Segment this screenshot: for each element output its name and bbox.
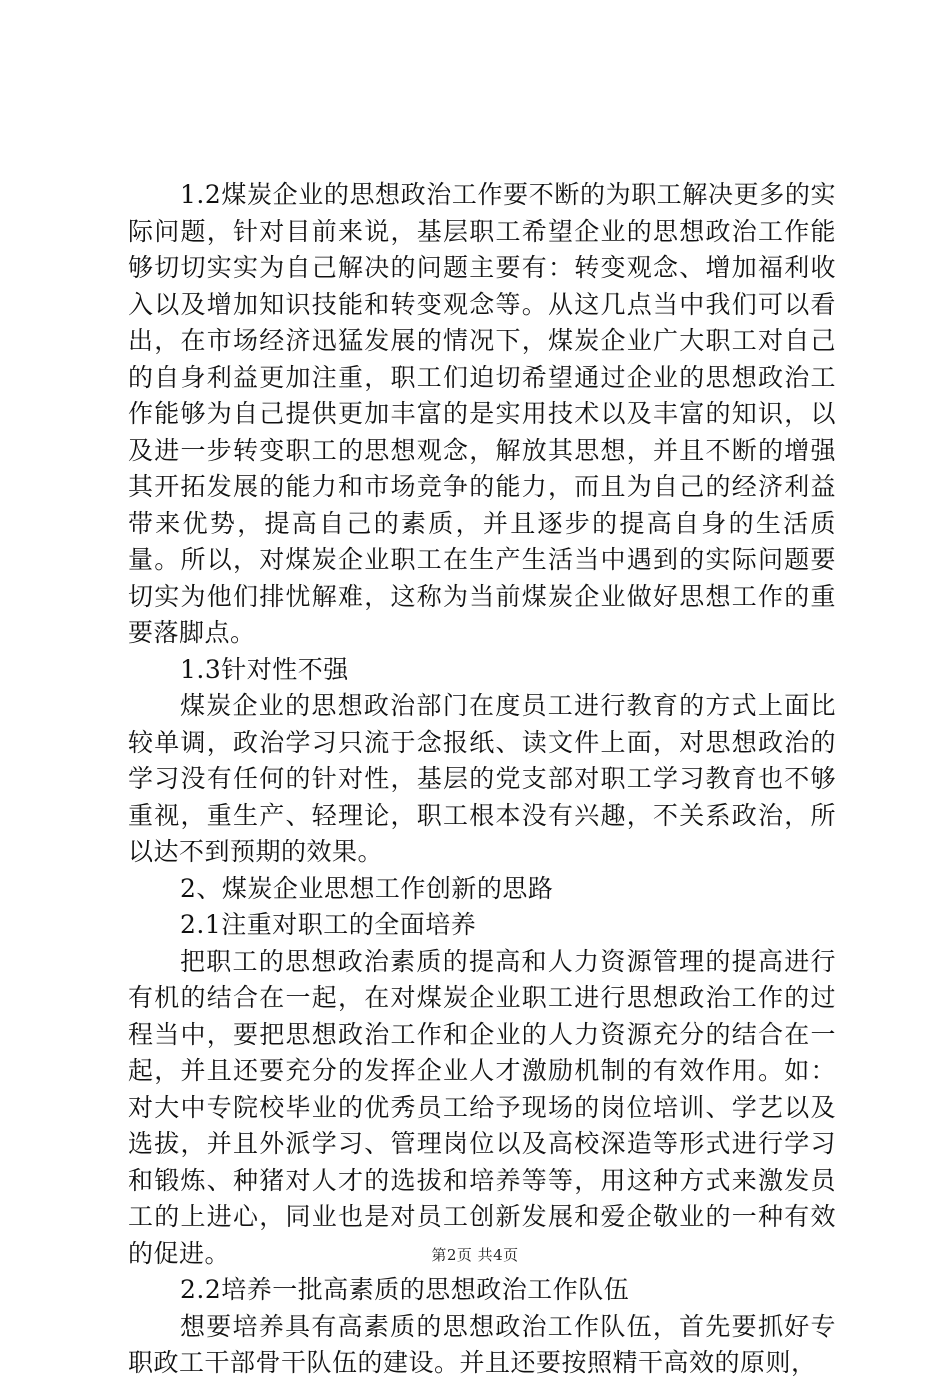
page-footer: 第2页 共4页	[431, 1246, 519, 1264]
heading-section-2: 2、煤炭企业思想工作创新的思路	[180, 873, 554, 903]
document-body	[128, 177, 836, 1382]
paragraph-2-2-body: 想要培养具有高素质的思想政治工作队伍，首先要抓好专职政工干部骨干队伍的建设。并且还要按照精干高效的原则，	[128, 1311, 836, 1377]
heading-2-1: 2.1注重对职工的全面培养	[180, 910, 477, 939]
paragraph-1-3-body: 煤炭企业的思想政治部门在度员工进行教育的方式上面比较单调，政治学习只流于念报纸、读文件上面，对思想政治的学习没有任何的针对性，基层的党支部对职工学习教育也不够重视，重生产、轻理论，职工根本没有兴趣，不关系政治，所以达不到预期的效果。	[128, 691, 836, 866]
paragraph-1-2-body: 1.2煤炭企业的思想政治工作要不断的为职工解决更多的实际问题，针对目前来说，基层职工希望企业的思想政治工作能够切切实实为自己解决的问题主要有：转变观念、增加福利收入以及增加知识技能和转变观念等。从这几点当中我们可以看出，在市场经济迅猛发展的情况下，煤炭企业广大职工对自己的自身利益更加注重，职工们迫切希望通过企业的思想政治工作能够为自己提供更加丰富的是实用技术以及丰富的知识，以及进一步转变职工的思想观念，解放其思想，并且不断的增强其开拓发展的能力和市场竞争的能力，而且为自己的经济利益带来优势，提高自己的素质，并且逐步的提高自身的生活质量。所以，对煤炭企业职工在生产生活当中遇到的实际问题要切实为他们排忧解难，这称为当前煤炭企业做好思想工作的重要落脚点。	[128, 180, 836, 647]
heading-2-2: 2.2培养一批高素质的思想政治工作队伍	[180, 1275, 630, 1304]
heading-1-3: 1.3针对性不强	[180, 654, 349, 684]
paragraph-2-1-body: 把职工的思想政治素质的提高和人力资源管理的提高进行有机的结合在一起，在对煤炭企业职工进行思想政治工作的过程当中，要把思想政治工作和企业的人力资源充分的结合在一起，并且还要充分的发挥企业人才激励机制的有效作用。如：对大中专院校毕业的优秀员工给予现场的岗位培训、学艺以及选拔，并且外派学习、管理岗位以及高校深造等形式进行学习和锻炼、种猪对人才的选拔和培养等等，用这种方式来激发员工的上进心，同业也是对员工创新发展和爱企敬业的一种有效的促进。	[128, 946, 836, 1268]
